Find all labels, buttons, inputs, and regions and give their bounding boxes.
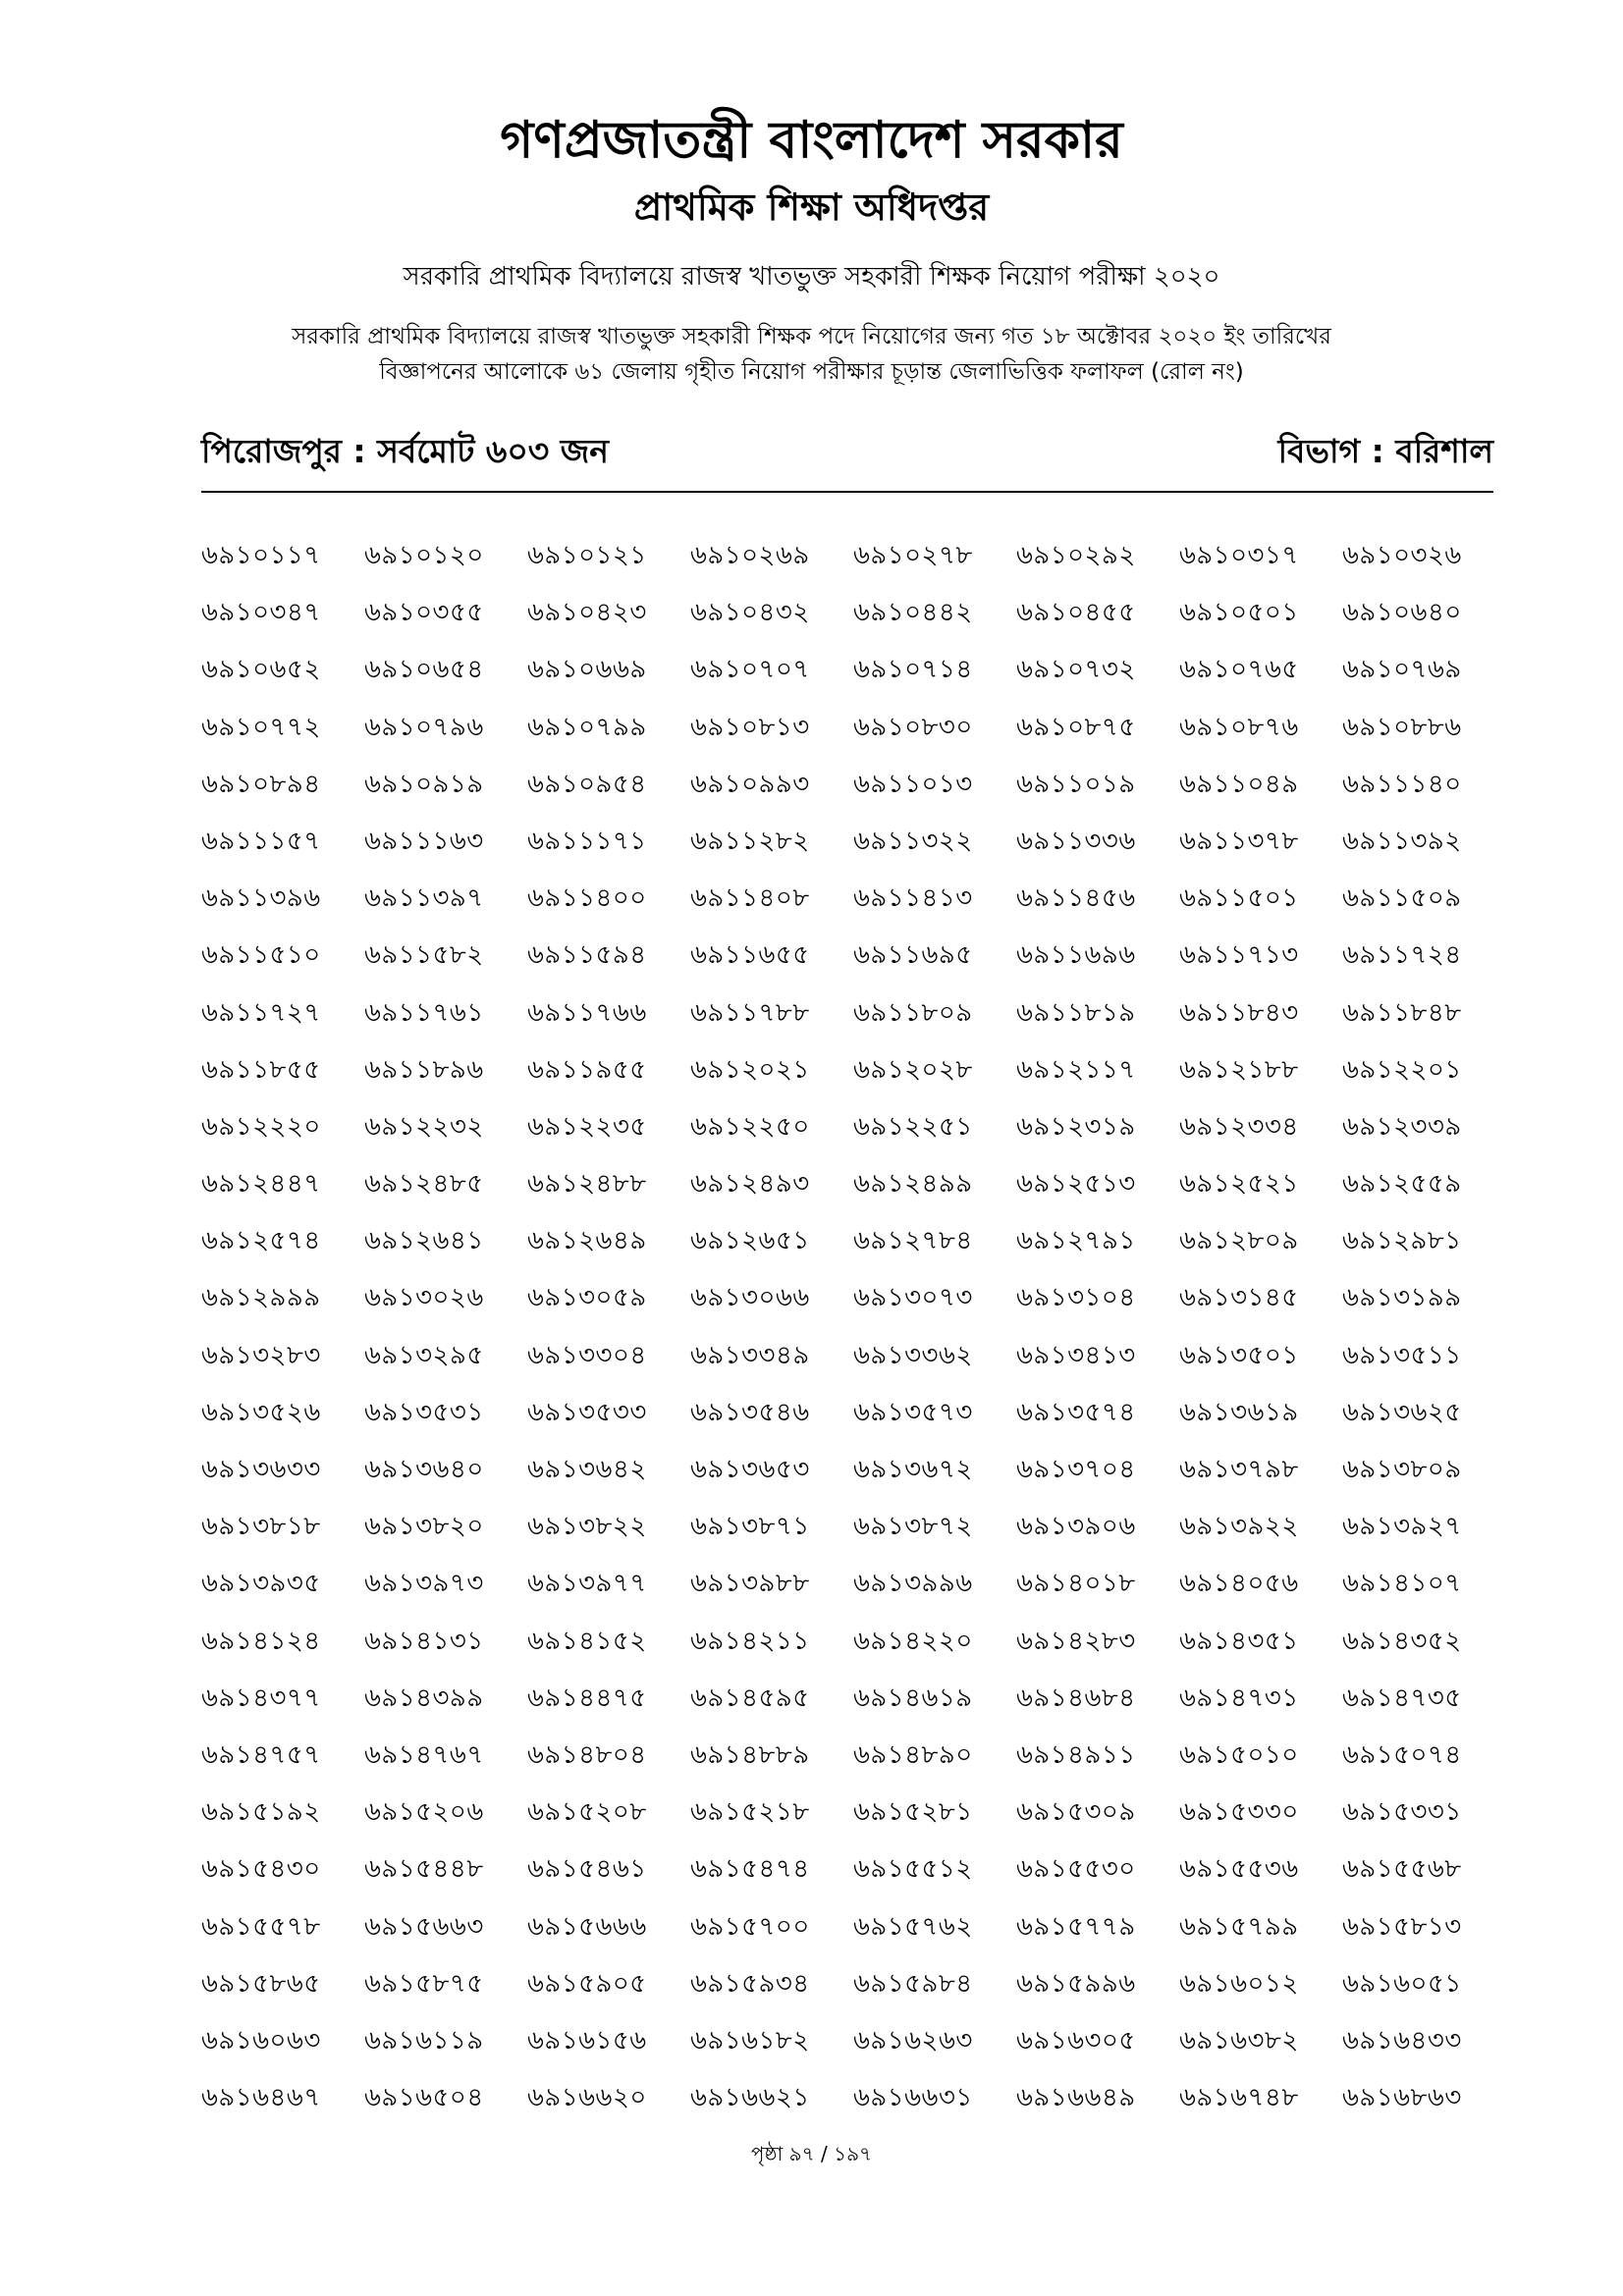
roll-number: ৬৯১৬৭৪৮ <box>1179 2083 1299 2113</box>
roll-number: ৬৯১৬৩০৫ <box>1016 2025 1136 2056</box>
roll-number: ৬৯১১৪০৮ <box>690 883 810 914</box>
roll-number: ৬৯১২২৩২ <box>364 1111 484 1142</box>
roll-number: ৬৯১১৮৪৮ <box>1342 997 1462 1028</box>
roll-number: ৬৯১২৩৩৯ <box>1342 1111 1462 1142</box>
roll-number: ৬৯১১৩৯৭ <box>364 883 484 914</box>
roll-number: ৬৯১৪৭৬৭ <box>364 1739 484 1770</box>
roll-number: ৬৯১১৭৮৮ <box>690 997 810 1028</box>
roll-number: ৬৯১০৪২৩ <box>527 598 647 628</box>
roll-number: ৬৯১২৪৯৯ <box>853 1169 973 1200</box>
roll-number: ৬৯১৪৭৫৭ <box>201 1739 321 1770</box>
roll-number: ৬৯১১৮৯৬ <box>364 1054 484 1085</box>
roll-number: ৬৯১৪০৫৬ <box>1179 1569 1299 1599</box>
roll-number: ৬৯১৫৮৭৫ <box>364 1968 484 1999</box>
roll-number: ৬৯১১৫৮২ <box>364 940 484 971</box>
roll-number: ৬৯১৩৫০১ <box>1179 1340 1299 1370</box>
roll-number: ৬৯১৫৫৩০ <box>1016 1854 1136 1885</box>
roll-number: ৬৯১০৯১৯ <box>364 769 484 799</box>
roll-number: ৬৯১১৭২৭ <box>201 997 321 1028</box>
roll-number: ৬৯১৩০৫৯ <box>527 1283 647 1313</box>
roll-number: ৬৯১১১৪০ <box>1342 769 1462 799</box>
roll-number: ৬৯১২৬৪৯ <box>527 1226 647 1256</box>
roll-number: ৬৯১৩৬২৫ <box>1342 1397 1462 1427</box>
header-divider <box>201 491 1493 493</box>
roll-number: ৬৯১২৪৯৩ <box>690 1169 810 1200</box>
roll-number: ৬৯১১০৪৯ <box>1179 769 1299 799</box>
roll-number: ৬৯১৩৮৭২ <box>853 1512 973 1542</box>
roll-number: ৬৯১২৩৩৪ <box>1179 1111 1299 1142</box>
roll-number: ৬৯১০৮৩০ <box>853 712 973 742</box>
roll-number: ৬৯১০৭১৪ <box>853 655 973 685</box>
roll-number: ৬৯১৫৯০৫ <box>527 1968 647 1999</box>
roll-number: ৬৯১২২০১ <box>1342 1054 1462 1085</box>
roll-number: ৬৯১৩৬১৯ <box>1179 1397 1299 1427</box>
roll-number: ৬৯১৪১০৭ <box>1342 1569 1462 1599</box>
roll-number: ৬৯১১৭৬১ <box>364 997 484 1028</box>
roll-number: ৬৯১২৭৯১ <box>1016 1226 1136 1256</box>
roll-number: ৬৯১২০২১ <box>690 1054 810 1085</box>
roll-number: ৬৯১১৩৯২ <box>1342 826 1462 856</box>
roll-number: ৬৯১৩০২৬ <box>364 1283 484 1313</box>
roll-number: ৬৯১৬১৮২ <box>690 2025 810 2056</box>
roll-number: ৬৯১৫৪৪৮ <box>364 1854 484 1885</box>
roll-number: ৬৯১০৬৫৪ <box>364 655 484 685</box>
roll-number: ৬৯১১২৮২ <box>690 826 810 856</box>
roll-number: ৬৯১৪৮০৪ <box>527 1739 647 1770</box>
roll-number: ৬৯১০৪৫৫ <box>1016 598 1136 628</box>
roll-number: ৬৯১৬১১৯ <box>364 2025 484 2056</box>
roll-number: ৬৯১৪০১৮ <box>1016 1569 1136 1599</box>
roll-number: ৬৯১৬৬৪৯ <box>1016 2083 1136 2113</box>
roll-number: ৬৯১৫৬৬৬ <box>527 1911 647 1942</box>
roll-number: ৬৯১২৫৭৪ <box>201 1226 321 1256</box>
roll-number: ৬৯১০৯৯৩ <box>690 769 810 799</box>
roll-number: ৬৯১৪৩৯৯ <box>364 1682 484 1713</box>
roll-number: ৬৯১৩৫৩১ <box>364 1397 484 1427</box>
roll-number: ৬৯১৪৬৮৪ <box>1016 1682 1136 1713</box>
roll-number: ৬৯১৩২৮৩ <box>201 1340 321 1370</box>
roll-number: ৬৯১৩৪১৩ <box>1016 1340 1136 1370</box>
roll-number: ৬৯১১৪৫৬ <box>1016 883 1136 914</box>
roll-number: ৬৯১০২৯২ <box>1016 541 1136 570</box>
roll-number: ৬৯১১৭৬৬ <box>527 997 647 1028</box>
roll-number: ৬৯১৫৯৯৬ <box>1016 1968 1136 1999</box>
notice-line-2: বিজ্ঞাপনের আলোকে ৬১ জেলায় গৃহীত নিয়োগ পরীক্ষার চূড়ান্ত জেলাভিত্তিক ফলাফল (রোল নং) <box>379 359 1244 385</box>
roll-number: ৬৯১২২৩৫ <box>527 1111 647 1142</box>
roll-number: ৬৯১৪৩৭৭ <box>201 1682 321 1713</box>
roll-number: ৬৯১৩১৪৫ <box>1179 1283 1299 1313</box>
roll-number: ৬৯১১৭১৩ <box>1179 940 1299 971</box>
roll-number: ৬৯১০৭৩২ <box>1016 655 1136 685</box>
roll-number: ৬৯১৫৪৩০ <box>201 1854 321 1885</box>
roll-number: ৬৯১৫৮১৩ <box>1342 1911 1462 1942</box>
roll-number: ৬৯১০৮৮৬ <box>1342 712 1462 742</box>
roll-number: ৬৯১৩৮০৯ <box>1342 1455 1462 1484</box>
roll-number: ৬৯১৫০১০ <box>1179 1739 1299 1770</box>
roll-number: ৬৯১৬৬২০ <box>527 2083 647 2113</box>
roll-number: ৬৯১২৮০৯ <box>1179 1226 1299 1256</box>
roll-number: ৬৯১৩০৬৬ <box>690 1283 810 1313</box>
roll-number: ৬৯১৪৯১১ <box>1016 1739 1136 1770</box>
roll-number: ৬৯১১০১৩ <box>853 769 973 799</box>
roll-number: ৬৯১৫৭৭৯ <box>1016 1911 1136 1942</box>
roll-number: ৬৯১০৬৫২ <box>201 655 321 685</box>
roll-number: ৬৯১৬৪৩৩ <box>1342 2025 1462 2056</box>
roll-number: ৬৯১৪২৮৩ <box>1016 1626 1136 1656</box>
page-number: পৃষ্ঠা ৯৭ / ১৯৭ <box>750 2142 873 2165</box>
roll-number: ৬৯১৫৫৩৬ <box>1179 1854 1299 1885</box>
roll-number: ৬৯১১০১৯ <box>1016 769 1136 799</box>
roll-number: ৬৯১৪৭৩১ <box>1179 1682 1299 1713</box>
roll-number: ৬৯১৫৯৮৪ <box>853 1968 973 1999</box>
roll-number: ৬৯১১১৬৩ <box>364 826 484 856</box>
roll-number: ৬৯১১১৫৭ <box>201 826 321 856</box>
government-title: গণপ্রজাতন্ত্রী বাংলাদেশ সরকার <box>500 111 1123 170</box>
roll-number: ৬৯১৩৬৭২ <box>853 1455 973 1484</box>
roll-number: ৬৯১১৫০৯ <box>1342 883 1462 914</box>
roll-number: ৬৯১৩৬৫৩ <box>690 1455 810 1484</box>
roll-number: ৬৯১১৩৭৮ <box>1179 826 1299 856</box>
roll-number: ৬৯১২১৮৮ <box>1179 1054 1299 1085</box>
roll-number: ৬৯১১৫০১ <box>1179 883 1299 914</box>
roll-number: ৬৯১৬৩৮২ <box>1179 2025 1299 2056</box>
roll-number: ৬৯১৪১২৪ <box>201 1626 321 1656</box>
roll-number: ৬৯১২২৫০ <box>690 1111 810 1142</box>
roll-number: ৬৯১৩২৯৫ <box>364 1340 484 1370</box>
roll-number: ৬৯১৩৮৭১ <box>690 1512 810 1542</box>
roll-number: ৬৯১১৫৯৪ <box>527 940 647 971</box>
roll-number: ৬৯১২০২৮ <box>853 1054 973 1085</box>
roll-number: ৬৯১০১১৭ <box>201 541 321 570</box>
roll-number: ৬৯১০৩৫৫ <box>364 598 484 628</box>
roll-number: ৬৯১৩১০৪ <box>1016 1283 1136 1313</box>
roll-number: ৬৯১৫২১৮ <box>690 1797 810 1828</box>
roll-number: ৬৯১১৪০০ <box>527 883 647 914</box>
roll-number-grid <box>201 527 1507 2126</box>
roll-number: ৬৯১১৩৯৬ <box>201 883 321 914</box>
roll-number: ৬৯১৩০৭৩ <box>853 1283 973 1313</box>
roll-number: ৬৯১৩৮২২ <box>527 1512 647 1542</box>
roll-number: ৬৯১৪১৩১ <box>364 1626 484 1656</box>
roll-number: ৬৯১৫৩৩১ <box>1342 1797 1462 1828</box>
roll-number: ৬৯১৩৯৭৭ <box>527 1569 647 1599</box>
roll-number: ৬৯১৫২৮১ <box>853 1797 973 1828</box>
roll-number: ৬৯১৩১৯৯ <box>1342 1283 1462 1313</box>
roll-number: ৬৯১৩৬৪০ <box>364 1455 484 1484</box>
roll-number: ৬৯১৫৫৬৮ <box>1342 1854 1462 1885</box>
roll-number: ৬৯১১৩৩৬ <box>1016 826 1136 856</box>
roll-number: ৬৯১০৪৩২ <box>690 598 810 628</box>
roll-number: ৬৯১৬৪৬৭ <box>201 2083 321 2113</box>
roll-number: ৬৯১২৪৪৭ <box>201 1169 321 1200</box>
roll-number: ৬৯১১৬৯৫ <box>853 940 973 971</box>
roll-number: ৬৯১০৩১৭ <box>1179 541 1299 570</box>
roll-number: ৬৯১৫৫১২ <box>853 1854 973 1885</box>
roll-number: ৬৯১৫৭০০ <box>690 1911 810 1942</box>
roll-number: ৬৯১৪৫৯৫ <box>690 1682 810 1713</box>
roll-number: ৬৯১৩৩৪৯ <box>690 1340 810 1370</box>
roll-number: ৬৯১০৬৬৯ <box>527 655 647 685</box>
roll-number: ৬৯১০১২১ <box>527 541 647 570</box>
roll-number: ৬৯১১৮৪৩ <box>1179 997 1299 1028</box>
roll-number: ৬৯১০৬৪০ <box>1342 598 1462 628</box>
roll-number: ৬৯১৩৮১৮ <box>201 1512 321 1542</box>
roll-number: ৬৯১১৮৫৫ <box>201 1054 321 1085</box>
roll-number: ৬৯১৩৬৩৩ <box>201 1455 321 1484</box>
roll-number: ৬৯১৪৭৩৫ <box>1342 1682 1462 1713</box>
roll-number: ৬৯১০৫০১ <box>1179 598 1299 628</box>
roll-number: ৬৯১০২৭৮ <box>853 541 973 570</box>
roll-number: ৬৯১৪৪৭৫ <box>527 1682 647 1713</box>
roll-number: ৬৯১১৬৫৫ <box>690 940 810 971</box>
roll-number: ৬৯১০৯৫৪ <box>527 769 647 799</box>
roll-number: ৬৯১৬০১২ <box>1179 1968 1299 1999</box>
roll-number: ৬৯১১৯৫৫ <box>527 1054 647 1085</box>
exam-name: সরকারি প্রাথমিক বিদ্যালয়ে রাজস্ব খাতভুক্ত সহকারী শিক্ষক নিয়োগ পরীক্ষা ২০২০ <box>403 262 1220 292</box>
roll-number: ৬৯১৩৯৭৩ <box>364 1569 484 1599</box>
roll-number: ৬৯১০১২০ <box>364 541 484 570</box>
roll-number: ৬৯১৫৩০৯ <box>1016 1797 1136 1828</box>
roll-number: ৬৯১২৯৯৯ <box>201 1283 321 1313</box>
roll-number: ৬৯১৫৫৭৮ <box>201 1911 321 1942</box>
roll-number: ৬৯১২১১৭ <box>1016 1054 1136 1085</box>
roll-number: ৬৯১০৭৭২ <box>201 712 321 742</box>
roll-number: ৬৯১৬২৬৩ <box>853 2025 973 2056</box>
roll-number: ৬৯১৩৯৮৮ <box>690 1569 810 1599</box>
roll-number: ৬৯১০৭৬৯ <box>1342 655 1462 685</box>
roll-number: ৬৯১২২৫১ <box>853 1111 973 1142</box>
roll-number: ৬৯১৫২০৬ <box>364 1797 484 1828</box>
roll-number: ৬৯১৩৩৬২ <box>853 1340 973 1370</box>
roll-number: ৬৯১০২৬৯ <box>690 541 810 570</box>
division-label: বিভাগ : বরিশাল <box>1277 432 1493 470</box>
roll-number: ৬৯১৫০৭৪ <box>1342 1739 1462 1770</box>
roll-number: ৬৯১৩৫২৬ <box>201 1397 321 1427</box>
district-header <box>201 424 1493 479</box>
roll-number: ৬৯১৩৭০৪ <box>1016 1455 1136 1484</box>
roll-number: ৬৯১৩৯২৭ <box>1342 1512 1462 1542</box>
roll-number: ৬৯১০৮৭৬ <box>1179 712 1299 742</box>
roll-number: ৬৯১৬৬২১ <box>690 2083 810 2113</box>
roll-number: ৬৯১৪২২০ <box>853 1626 973 1656</box>
district-total: পিরোজপুর : সর্বমোট ৬০৩ জন <box>201 432 609 470</box>
roll-number: ৬৯১৪৮৮৯ <box>690 1739 810 1770</box>
roll-number: ৬৯১১৭২৪ <box>1342 940 1462 971</box>
roll-number: ৬৯১০৪৪২ <box>853 598 973 628</box>
roll-number: ৬৯১৫৬৬৩ <box>364 1911 484 1942</box>
roll-number: ৬৯১২৫২১ <box>1179 1169 1299 1200</box>
roll-number: ৬৯১৩৯০৬ <box>1016 1512 1136 1542</box>
roll-number: ৬৯১৪৬১৯ <box>853 1682 973 1713</box>
roll-number: ৬৯১৩৫১১ <box>1342 1340 1462 1370</box>
roll-number: ৬৯১৬৬৩১ <box>853 2083 973 2113</box>
roll-number: ৬৯১০৮৭৫ <box>1016 712 1136 742</box>
roll-number: ৬৯১৩৫৩৩ <box>527 1397 647 1427</box>
roll-number: ৬৯১৬০৬৩ <box>201 2025 321 2056</box>
roll-number: ৬৯১৩৯৩৫ <box>201 1569 321 1599</box>
roll-number: ৬৯১১৫১০ <box>201 940 321 971</box>
roll-number: ৬৯১৫৯৩৪ <box>690 1968 810 1999</box>
roll-number: ৬৯১৩৫৪৬ <box>690 1397 810 1427</box>
roll-number: ৬৯১১৩২২ <box>853 826 973 856</box>
roll-number: ৬৯১২৪৮৮ <box>527 1169 647 1200</box>
roll-number: ৬৯১৪২১১ <box>690 1626 810 1656</box>
roll-number: ৬৯১২৩১৯ <box>1016 1111 1136 1142</box>
roll-number: ৬৯১৩৮২০ <box>364 1512 484 1542</box>
roll-number: ৬৯১৩৭৯৮ <box>1179 1455 1299 1484</box>
roll-number: ৬৯১০৭৯৯ <box>527 712 647 742</box>
roll-number: ৬৯১০৭৬৫ <box>1179 655 1299 685</box>
roll-number: ৬৯১২২২০ <box>201 1111 321 1142</box>
roll-number: ৬৯১২৫৫৯ <box>1342 1169 1462 1200</box>
roll-number: ৬৯১৩৯৯৬ <box>853 1569 973 1599</box>
notice-line-1: সরকারি প্রাথমিক বিদ্যালয়ে রাজস্ব খাতভুক্ত সহকারী শিক্ষক পদে নিয়োগের জন্য গত ১৮ অক্টোবর ২০২০ ইং তারিখের <box>292 324 1331 349</box>
roll-number: ৬৯১২৪৮৫ <box>364 1169 484 1200</box>
roll-number: ৬৯১৪১৫২ <box>527 1626 647 1656</box>
roll-number: ৬৯১১৮১৯ <box>1016 997 1136 1028</box>
roll-number: ৬৯১০৩২৬ <box>1342 541 1462 570</box>
roll-number: ৬৯১২৬৫১ <box>690 1226 810 1256</box>
roll-number: ৬৯১৬৮৬৩ <box>1342 2083 1462 2113</box>
roll-number: ৬৯১০৭৯৬ <box>364 712 484 742</box>
roll-number: ৬৯১৫৭৯৯ <box>1179 1911 1299 1942</box>
roll-number: ৬৯১২৭৮৪ <box>853 1226 973 1256</box>
roll-number: ৬৯১৫৪৭৪ <box>690 1854 810 1885</box>
department-title: প্রাথমিক শিক্ষা অধিদপ্তর <box>633 186 990 229</box>
roll-number: ৬৯১৬০৫১ <box>1342 1968 1462 1999</box>
roll-number: ৬৯১৬৫০৪ <box>364 2083 484 2113</box>
roll-number: ৬৯১০৩৪৭ <box>201 598 321 628</box>
roll-number: ৬৯১২৫১৩ <box>1016 1169 1136 1200</box>
roll-number: ৬৯১৬১৫৬ <box>527 2025 647 2056</box>
roll-number: ৬৯১৩৬৪২ <box>527 1455 647 1484</box>
roll-number: ৬৯১১১৭১ <box>527 826 647 856</box>
roll-number: ৬৯১৫৭৬২ <box>853 1911 973 1942</box>
notice-text <box>0 319 1623 390</box>
roll-number: ৬৯১৪৩৫২ <box>1342 1626 1462 1656</box>
roll-number: ৬৯১২৬৪১ <box>364 1226 484 1256</box>
roll-number: ৬৯১১৬৯৬ <box>1016 940 1136 971</box>
roll-number: ৬৯১৪৩৫১ <box>1179 1626 1299 1656</box>
roll-number: ৬৯১৪৮৯০ <box>853 1739 973 1770</box>
roll-number: ৬৯১৩৩০৪ <box>527 1340 647 1370</box>
roll-number: ৬৯১৩৫৭৪ <box>1016 1397 1136 1427</box>
roll-number: ৬৯১৩৯২২ <box>1179 1512 1299 1542</box>
roll-number: ৬৯১৫২০৮ <box>527 1797 647 1828</box>
roll-number: ৬৯১২৯৮১ <box>1342 1226 1462 1256</box>
roll-number: ৬৯১০৮৯৪ <box>201 769 321 799</box>
roll-number: ৬৯১৩৫৭৩ <box>853 1397 973 1427</box>
roll-number: ৬৯১১৮০৯ <box>853 997 973 1028</box>
roll-number: ৬৯১১৪১৩ <box>853 883 973 914</box>
roll-number: ৬৯১৫১৯২ <box>201 1797 321 1828</box>
roll-number: ৬৯১০৮১৩ <box>690 712 810 742</box>
roll-number: ৬৯১০৭০৭ <box>690 655 810 685</box>
roll-number: ৬৯১৫৮৬৫ <box>201 1968 321 1999</box>
roll-number: ৬৯১৫৩৩০ <box>1179 1797 1299 1828</box>
roll-number: ৬৯১৫৪৬১ <box>527 1854 647 1885</box>
